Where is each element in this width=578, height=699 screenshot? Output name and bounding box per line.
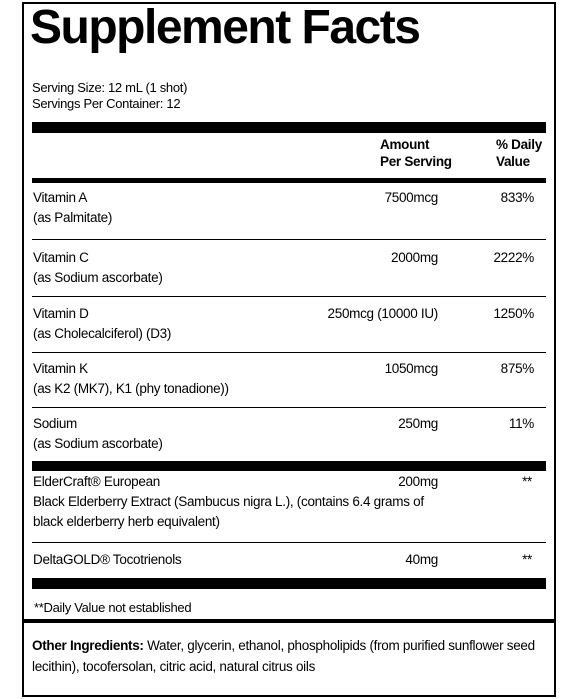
botanical-detail: Black Elderberry Extract (Sambucus nigra L.), (contains 6.4 grams of [33,494,424,509]
supplement-facts-panel [22,2,556,621]
nutrient-name: Vitamin A [33,190,88,205]
other-ingredients-label: Other Ingredients: [32,638,144,653]
nutrient-detail: (as K2 (MK7), K1 (phy tonadione)) [33,381,229,396]
nutrient-dv: 11% [508,416,534,431]
nutrient-detail: (as Cholecalciferol) (D3) [33,326,172,341]
servings-per-container: Servings Per Container: 12 [32,96,181,111]
nutrient-detail: (as Palmitate) [33,210,113,225]
nutrient-dv: 833% [500,190,534,205]
row-divider [32,542,546,543]
nutrient-dv: 875% [500,361,534,376]
botanical-amount: 200mg [398,474,438,489]
row-divider [32,296,546,297]
nutrient-dv: 1250% [493,306,534,321]
botanical-dv: ** [522,474,532,489]
nutrient-amount: 250mg [398,416,438,431]
nutrient-detail: (as Sodium ascorbate) [33,270,163,285]
botanical-name: ElderCraft® European [33,474,161,489]
row-divider [32,407,546,408]
botanical-amount: 40mg [405,552,438,567]
nutrient-amount: 1050mcg [384,361,438,376]
nutrient-detail: (as Sodium ascorbate) [33,436,163,451]
panel-title: Supplement Facts [30,1,420,54]
nutrient-name: Vitamin D [33,306,89,321]
nutrient-dv: 2222% [493,250,534,265]
daily-value-header: % Daily Value [496,137,542,169]
botanical-dv: ** [522,552,532,567]
nutrient-amount: 250mcg (10000 IU) [327,306,438,321]
botanical-detail: black elderberry herb equivalent) [33,514,220,529]
row-divider [32,239,546,240]
thick-divider [32,122,546,133]
thick-divider [32,461,546,471]
nutrient-name: Vitamin C [33,250,89,265]
footnote: **Daily Value not established [34,600,192,615]
nutrient-name: Vitamin K [33,361,88,376]
thick-divider [32,578,546,589]
serving-size: Serving Size: 12 mL (1 shot) [32,80,188,95]
nutrient-name: Sodium [33,416,77,431]
botanical-name: DeltaGOLD® Tocotrienols [33,552,182,567]
row-divider [32,352,546,353]
other-ingredients-box [22,621,556,697]
serving-info [32,80,187,112]
nutrient-amount: 2000mg [391,250,438,265]
medium-divider [32,178,546,183]
nutrient-amount: 7500mcg [384,190,438,205]
amount-per-serving-header: Amount Per Serving [380,137,452,169]
other-ingredients-text: Water, glycerin, ethanol, phospholipids (from purified sunflower seed lecithin), tocofersolan, citric acid, natural citrus oils [32,638,535,674]
other-ingredients [32,635,544,677]
